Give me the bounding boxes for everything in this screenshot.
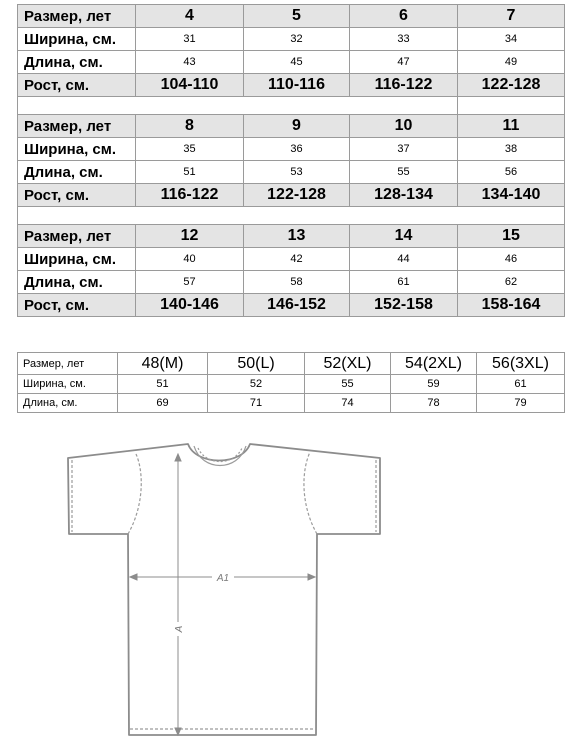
length-label: Длина, см. xyxy=(18,161,136,184)
width-cell: 46 xyxy=(458,248,565,271)
length-cell: 47 xyxy=(350,51,458,74)
width-cell: 31 xyxy=(136,28,244,51)
size-label: Размер, лет xyxy=(18,115,136,138)
height-cell: 122-128 xyxy=(244,184,350,207)
width-label: Ширина, см. xyxy=(18,28,136,51)
width-cell: 37 xyxy=(350,138,458,161)
size-cell: 11 xyxy=(458,115,565,138)
width-label: Ширина, см. xyxy=(18,375,118,394)
width-cell: 40 xyxy=(136,248,244,271)
adult-width-cell: 51 xyxy=(118,375,208,394)
adult-length-cell: 78 xyxy=(391,394,477,413)
height-cell: 152-158 xyxy=(350,294,458,317)
length-row xyxy=(18,161,565,184)
width-cell: 38 xyxy=(458,138,565,161)
width-label: Ширина, см. xyxy=(18,248,136,271)
armhole-seam xyxy=(128,454,141,534)
length-row xyxy=(18,271,565,294)
height-row xyxy=(18,294,565,317)
size-cell: 8 xyxy=(136,115,244,138)
size-cell: 13 xyxy=(244,225,350,248)
height-row xyxy=(18,74,565,97)
length-cell: 57 xyxy=(136,271,244,294)
adult-size-cell: 56(3XL) xyxy=(477,353,565,375)
length-label: Длина, см. xyxy=(18,271,136,294)
size-cell: 14 xyxy=(350,225,458,248)
size-cell: 9 xyxy=(244,115,350,138)
width-cell: 44 xyxy=(350,248,458,271)
height-row xyxy=(18,184,565,207)
spacer-row xyxy=(18,97,565,115)
length-label: Длина, см. xyxy=(18,51,136,74)
size-cell: 4 xyxy=(136,5,244,28)
size-row xyxy=(18,115,565,138)
width-cell: 42 xyxy=(244,248,350,271)
width-cell: 35 xyxy=(136,138,244,161)
height-cell: 116-122 xyxy=(136,184,244,207)
adult-size-cell: 54(2XL) xyxy=(391,353,477,375)
height-cell: 140-146 xyxy=(136,294,244,317)
length-cell: 49 xyxy=(458,51,565,74)
size-cell: 12 xyxy=(136,225,244,248)
length-cell: 53 xyxy=(244,161,350,184)
width-row xyxy=(18,248,565,271)
size-cell: 7 xyxy=(458,5,565,28)
height-cell: 128-134 xyxy=(350,184,458,207)
length-label: Длина, см. xyxy=(18,394,118,413)
length-cell: 51 xyxy=(136,161,244,184)
adult-width-cell: 55 xyxy=(305,375,391,394)
adult-width-row xyxy=(18,375,565,394)
width-mark-label: A1 xyxy=(216,573,230,584)
length-row xyxy=(18,51,565,74)
adult-size-cell: 52(XL) xyxy=(305,353,391,375)
length-mark-label: A xyxy=(174,625,185,633)
adult-length-cell: 71 xyxy=(208,394,305,413)
size-label: Размер, лет xyxy=(18,225,136,248)
spacer-row xyxy=(18,207,565,225)
adult-width-cell: 59 xyxy=(391,375,477,394)
height-label: Рост, см. xyxy=(18,74,136,97)
height-cell: 134-140 xyxy=(458,184,565,207)
adult-width-cell: 52 xyxy=(208,375,305,394)
adult-length-cell: 74 xyxy=(305,394,391,413)
tshirt-measurement-diagram xyxy=(60,432,390,750)
width-cell: 36 xyxy=(244,138,350,161)
adult-size-row xyxy=(18,353,565,375)
adult-length-row xyxy=(18,394,565,413)
width-label: Ширина, см. xyxy=(18,138,136,161)
width-cell: 34 xyxy=(458,28,565,51)
adult-width-cell: 61 xyxy=(477,375,565,394)
length-cell: 62 xyxy=(458,271,565,294)
adult-size-cell: 48(M) xyxy=(118,353,208,375)
size-cell: 10 xyxy=(350,115,458,138)
size-row xyxy=(18,225,565,248)
height-cell: 110-116 xyxy=(244,74,350,97)
tshirt-outline xyxy=(68,444,380,735)
width-row xyxy=(18,28,565,51)
width-cell: 33 xyxy=(350,28,458,51)
height-cell: 146-152 xyxy=(244,294,350,317)
kids-size-table xyxy=(17,4,565,317)
height-cell: 122-128 xyxy=(458,74,565,97)
size-cell: 15 xyxy=(458,225,565,248)
size-row xyxy=(18,5,565,28)
length-cell: 43 xyxy=(136,51,244,74)
height-cell: 104-110 xyxy=(136,74,244,97)
length-cell: 61 xyxy=(350,271,458,294)
adult-size-cell: 50(L) xyxy=(208,353,305,375)
width-cell: 32 xyxy=(244,28,350,51)
width-row xyxy=(18,138,565,161)
length-cell: 55 xyxy=(350,161,458,184)
length-cell: 45 xyxy=(244,51,350,74)
size-cell: 5 xyxy=(244,5,350,28)
adult-size-table xyxy=(17,352,565,413)
height-cell: 116-122 xyxy=(350,74,458,97)
adult-length-cell: 69 xyxy=(118,394,208,413)
size-label: Размер, лет xyxy=(18,5,136,28)
size-cell: 6 xyxy=(350,5,458,28)
height-label: Рост, см. xyxy=(18,184,136,207)
adult-length-cell: 79 xyxy=(477,394,565,413)
height-cell: 158-164 xyxy=(458,294,565,317)
height-label: Рост, см. xyxy=(18,294,136,317)
length-cell: 58 xyxy=(244,271,350,294)
armhole-seam xyxy=(304,452,317,534)
length-cell: 56 xyxy=(458,161,565,184)
size-label: Размер, лет xyxy=(18,353,118,375)
